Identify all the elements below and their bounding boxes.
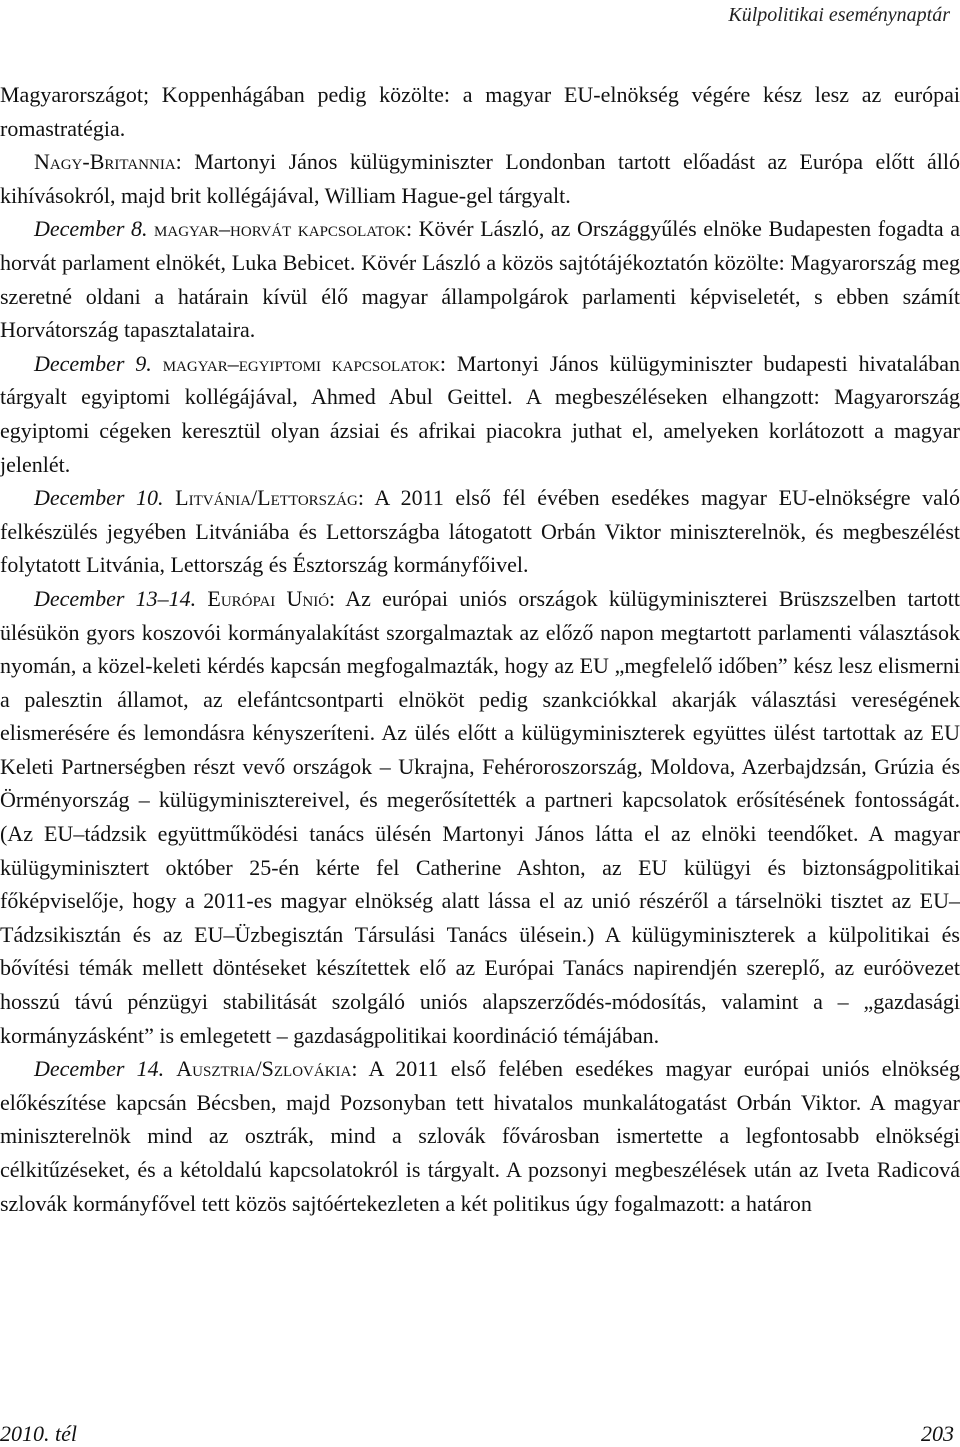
entry-heading: Ausztria/Szlovákia: <box>176 1056 358 1082</box>
entry-text: Az európai uniós országok külügyminiszterei Brüszszelben tartott ülésükön gyors koszovói kormányalakítást szorgalmaztak az előző napon megtartott parlamenti választások nyomán, a közel-keleti kérdés kapcsán megfogalmazták, hogy az EU „megfelelő időben” kész lesz elismerni a palesztin államot, az elefántcsontparti elnököt pedig szankciókkal akarják választási vereségének elismerésére és lemondásra kényszeríteni. Az ülés előtt a külügyminiszterek együttes ülést tartottak az EU Keleti Partnerségben részt vevő országok – Ukrajna, Fehéroroszország, Moldova, Azerbajdzsán, Grúzia és Örményország – külügyminisztereivel, és megerősítették a partneri kapcsolatok erősítésének fontosságát. (Az EU–tádzsik együttműködési tanács ülésén Martonyi János látta el az elnöki teendőket. A magyar külügyminisztert október 25-én kérte fel Catherine Ashton, az EU külügyi és biztonságpolitikai főképviselője, hogy a 2011-es magyar elnökség alatt lássa el az unió részéről a társelnöki tisztet az EU–Tádzsikisztán és az EU–Üzbegisztán Társulási Tanács ülésein.) A külügyminiszterek a külpolitikai és bővítési témák mellett döntéseket készítettek elő az Európai Tanács napirendjén szereplő, az euróövezet hosszú távú pénzügyi stabilitását szolgáló uniós alapszerződés-módosítás, valamint a – „gazdasági kormányzásként” is emlegetett – gazdaságpolitikai koordináció témájában. <box>0 585 960 1048</box>
entry-date: December 13–14. <box>34 585 197 611</box>
entry-text: Martonyi János külügyminiszter budapesti hivatalában tárgyalt egyiptomi kollégájával, Ahmed Abul Geittel. A megbeszéléseken elhangzott: Magyarország egyiptomi cégeken keresztül olyan ázsiai és afrikai piacokra juthat el, amelyeken korlátozott a magyar jelenlét. <box>0 350 960 477</box>
entry-continuation <box>0 78 960 145</box>
entry-text: Martonyi János külügyminiszter Londonban tartott előadást az Európa előtt álló kihívásokról, majd brit kollégájával, William Hague-gel tárgyalt. <box>0 149 960 208</box>
entry-text: Magyarországot; Koppenhágában pedig közölte: a magyar EU-elnökség végére kész lesz az európai romastratégia. <box>0 82 960 141</box>
running-title: Külpolitikai eseménynaptár <box>728 4 950 26</box>
entry-text: A 2011 első felében esedékes magyar európai uniós elnökség előkészítése kapcsán Bécsben, majd Pozsonyban tett hivatalos munkalátogatást Orbán Viktor. A magyar miniszterelnök mind az osztrák, mind a szlovák fővárosban ismertette a legfontosabb elnökségi célkitűzéseket, és a kétoldalú kapcsolatokról is tárgyalt. A pozsonyi megbeszélések után az Iveta Radicová szlovák kormányfővel tett közös sajtóértekezleten a két politikus úgy fogalmazott: a határon <box>0 1056 960 1216</box>
entry-date: December 8. <box>34 216 148 242</box>
page-number: 203 <box>921 1421 954 1446</box>
entry-heading: magyar–horvát kapcsolatok: <box>154 216 413 242</box>
entry-date: December 9. <box>34 350 152 376</box>
entry-nagy-britannia <box>0 145 960 212</box>
entry-december-9 <box>0 347 960 481</box>
entry-heading: magyar–egyiptomi kapcsolatok: <box>162 350 447 376</box>
page-body <box>0 78 960 1220</box>
entry-december-13-14 <box>0 582 960 1052</box>
entry-text: Kövér László, az Országgyűlés elnöke Budapesten fogadta a horvát parlament elnökét, Luka Bebicet. Kövér László a közös sajtótájékoztatón közölte: Magyarország meg szeretné oldani a határain kívül élő magyar állampolgárok parlamenti képviseletét, s ebben számít Horvátország tapasztalataira. <box>0 216 960 343</box>
entry-december-14 <box>0 1052 960 1220</box>
entry-date: December 10. <box>34 485 164 511</box>
entry-heading: Nagy-Britannia: <box>34 149 182 175</box>
entry-text: A 2011 első fél évében esedékes magyar EU-elnökségre való felkészülés jegyében Litvániába és Lettországba látogatott Orbán Viktor miniszterelnök, és megbeszélést folytatott Litvánia, Lettország és Észtország kormányfőivel. <box>0 485 960 578</box>
entry-heading: Európai Unió: <box>207 585 336 611</box>
issue-label: 2010. tél <box>0 1421 77 1446</box>
entry-heading: Litvánia/Lettország: <box>175 485 364 511</box>
entry-december-10 <box>0 481 960 582</box>
entry-date: December 14. <box>34 1056 165 1082</box>
entry-december-8 <box>0 212 960 346</box>
